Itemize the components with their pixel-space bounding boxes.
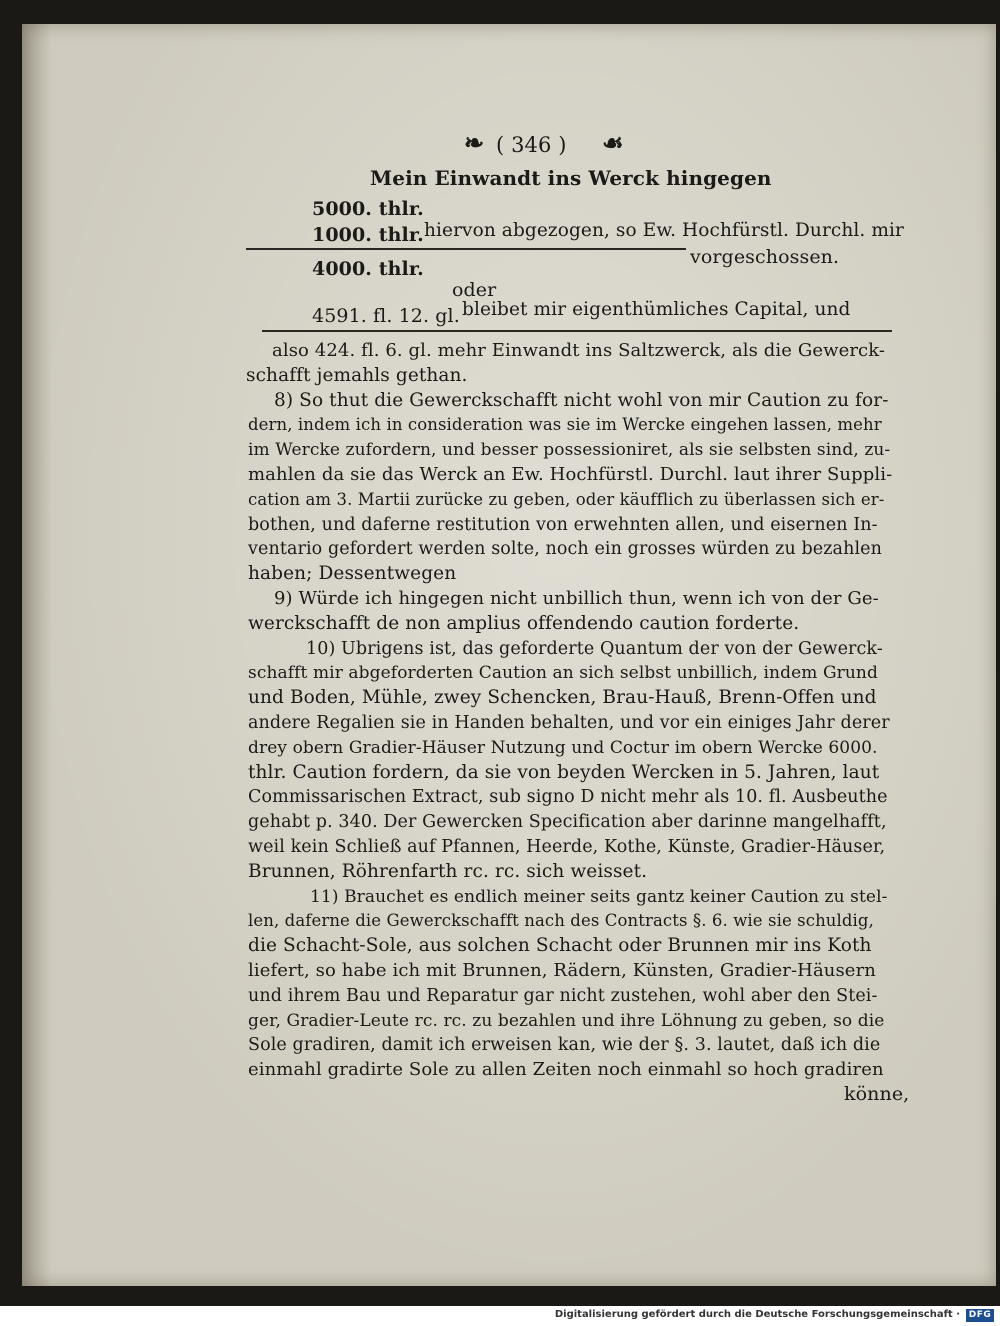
calc-line-4: oder <box>452 279 497 301</box>
body-line: cation am 3. Martii zurücke zu geben, oder käufflich zu überlassen sich er- <box>248 489 885 509</box>
body-line: die Schacht-Sole, aus solchen Schacht oder Brunnen mir ins Koth <box>248 935 872 957</box>
catchword: könne, <box>844 1083 910 1105</box>
body-line: 8) So thut die Gewerckschafft nicht wohl von mir Caution zu for- <box>274 389 889 411</box>
digitization-footer <box>0 1306 1000 1326</box>
body-line: gehabt p. 340. Der Gewercken Specification aber darinne mangelhafft, <box>248 812 887 833</box>
body-line: 9) Würde ich hingegen nicht unbillich thun, wenn ich von der Ge- <box>274 588 879 609</box>
dfg-logo-icon: DFG <box>966 1309 994 1322</box>
body-line: Commissarischen Extract, sub signo D nicht mehr als 10. fl. Ausbeuthe <box>248 787 888 808</box>
header-ornament-right: ☙ <box>602 128 624 157</box>
section-heading: Mein Einwandt ins Werck hingegen <box>370 166 772 190</box>
sum-rule-2 <box>262 330 892 332</box>
sum-rule-1 <box>246 248 686 250</box>
calc-line-2-continuation: vorgeschossen. <box>690 246 840 268</box>
body-line: drey obern Gradier-Häuser Nutzung und Coctur im obern Wercke 6000. <box>248 737 878 758</box>
header-ornament-left: ❧ <box>464 128 485 157</box>
body-line: haben; Dessentwegen <box>248 563 457 585</box>
calc-line-5-text: bleibet mir eigenthümliches Capital, und <box>462 299 851 320</box>
funding-credit: Digitalisierung gefördert durch die Deutsche Forschungsgemeinschaft · <box>554 1309 960 1320</box>
body-line: schafft jemahls gethan. <box>246 364 468 386</box>
body-line: ventario gefordert werden solte, noch ein grosses würden zu bezahlen <box>248 539 882 560</box>
body-line: Sole gradiren, damit ich erweisen kan, wie der §. 3. lautet, daß ich die <box>248 1035 881 1056</box>
body-line: liefert, so habe ich mit Brunnen, Rädern, Künsten, Gradier-Häusern <box>248 960 876 981</box>
body-line: 10) Ubrigens ist, das geforderte Quantum der von der Gewerck- <box>306 638 883 659</box>
calc-line-5-amount: 4591. fl. 12. gl. <box>312 305 460 327</box>
body-line: thlr. Caution fordern, da sie von beyden Wercken in 5. Jahren, laut <box>248 761 880 783</box>
body-line: also 424. fl. 6. gl. mehr Einwandt ins Saltzwerck, als die Gewerck- <box>272 340 886 361</box>
body-line: 11) Brauchet es endlich meiner seits gantz keiner Caution zu stel- <box>310 886 888 907</box>
page-gutter-shadow <box>22 24 52 1286</box>
calc-line-1: 5000. thlr. <box>312 198 424 220</box>
calc-line-2-amount: 1000. thlr. <box>312 224 424 246</box>
body-line: im Wercke zufordern, und besser possessioniret, als sie selbsten sind, zu- <box>248 440 891 461</box>
body-line: und Boden, Mühle, zwey Schencken, Brau-Hauß, Brenn-Offen und <box>248 687 877 709</box>
body-line: andere Regalien sie in Handen behalten, und vor ein einiges Jahr derer <box>248 713 890 733</box>
body-line: weil kein Schließ auf Pfannen, Heerde, Kothe, Künste, Gradier-Häuser, <box>248 837 886 857</box>
calc-line-3: 4000. thlr. <box>312 258 424 280</box>
body-line: ger, Gradier-Leute rc. rc. zu bezahlen und ihre Löhnung zu geben, so die <box>248 1010 885 1031</box>
body-line: len, daferne die Gewerckschafft nach des Contracts §. 6. wie sie schuldig, <box>248 911 874 931</box>
calc-line-2-text: hiervon abgezogen, so Ew. Hochfürstl. Durchl. mir <box>424 220 904 241</box>
page-number: ( 346 ) <box>496 133 567 157</box>
body-line: werckschafft de non amplius offendendo caution forderte. <box>248 612 800 634</box>
body-line: und ihrem Bau und Reparatur gar nicht zustehen, wohl aber den Stei- <box>248 985 878 1006</box>
body-line: einmahl gradirte Sole zu allen Zeiten noch einmahl so hoch gradiren <box>248 1059 884 1081</box>
body-line: bothen, und daferne restitution von erwehnten allen, und eisernen In- <box>248 514 878 535</box>
body-line: dern, indem ich in consideration was sie im Wercke eingehen lassen, mehr <box>248 415 882 435</box>
body-line: schafft mir abgeforderten Caution an sich selbst unbillich, indem Grund <box>248 663 878 684</box>
body-line: Brunnen, Röhrenfarth rc. rc. sich weisset. <box>248 860 648 882</box>
body-line: mahlen da sie das Werck an Ew. Hochfürstl. Durchl. laut ihrer Suppli- <box>248 464 892 485</box>
